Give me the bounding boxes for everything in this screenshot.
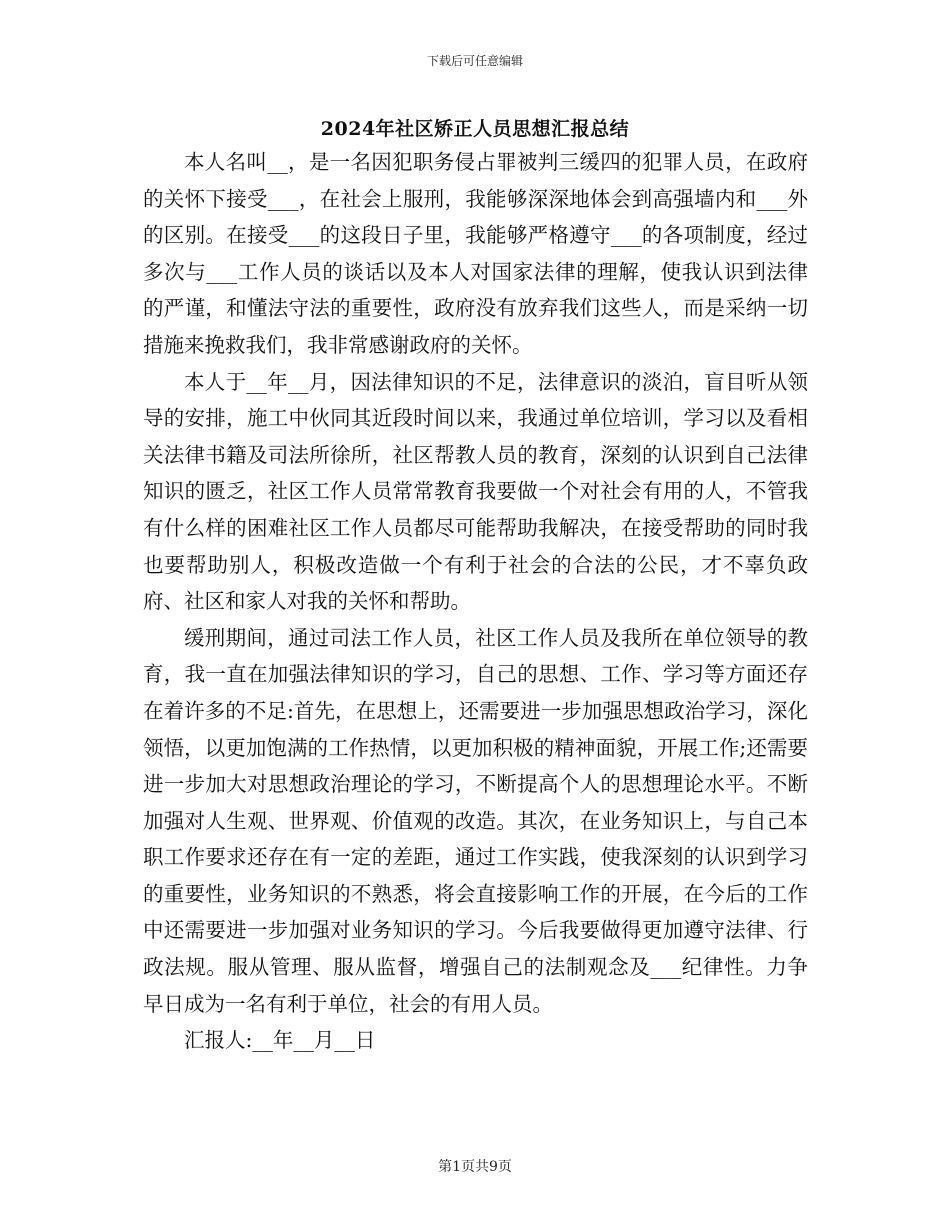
paragraph-background: 本人于__年__月，因法律知识的不足，法律意识的淡泊，盲目听从领导的安排，施工中伙同其近段时间以来，我通过单位培训，学习以及看相关法律书籍及司法所徐所，社区帮教人员的教育，深刻的认识到自己法律知识的匮乏，社区工作人员常常教育我要做一个对社会有用的人，不管我有什么样的困难社区工作人员都尽可能帮助我解决，在接受帮助的同时我也要帮助别人，积极改造做一个有利于社会的合法的公民，才不辜负政府、社区和家人对我的关怀和帮助。 [143,369,808,614]
page-number: 第1页共9页 [438,1159,512,1175]
paragraph-signature-date: 汇报人:__年__月__日 [184,1028,376,1053]
paragraph-probation-reflection: 缓刑期间，通过司法工作人员，社区工作人员及我所在单位领导的教育，我一直在加强法律知识的学习，自己的思想、工作、学习等方面还存在着许多的不足:首先，在思想上，还需要进一步加强思想政治学习，深化领悟，以更加饱满的工作热情，以更加积极的精神面貌，开展工作;还需要进一步加大对思想政治理论的学习，不断提高个人的思想理论水平。不断加强对人生观、世界观、价值观的改造。其次，在业务知识上，与自己本职工作要求还存在有一定的差距，通过工作实践，使我深刻的认识到学习的重要性，业务知识的不熟悉，将会直接影响工作的开展，在今后的工作中还需要进一步加强对业务知识的学习。今后我要做得更加遵守法律、行政法规。服从管理、服从监督，增强自己的法制观念及___纪律性。力争早日成为一名有利于单位，社会的有用人员。 [143,625,808,1016]
document-title: 2024年社区矫正人员思想汇报总结 [320,118,630,140]
paragraph-intro: 本人名叫__，是一名因犯职务侵占罪被判三缓四的犯罪人员，在政府的关怀下接受___，在社会上服刑，我能够深深地体会到高强墙内和___外的区别。在接受___的这段日子里，我能够严格遵守___的各项制度，经过多次与___工作人员的谈话以及本人对国家法律的理解，使我认识到法律的严谨，和懂法守法的重要性，政府没有放弃我们这些人，而是采纳一切措施来挽救我们，我非常感谢政府的关怀。 [143,150,808,357]
header-note: 下载后可任意编辑 [426,54,523,68]
document-body [143,144,808,1059]
